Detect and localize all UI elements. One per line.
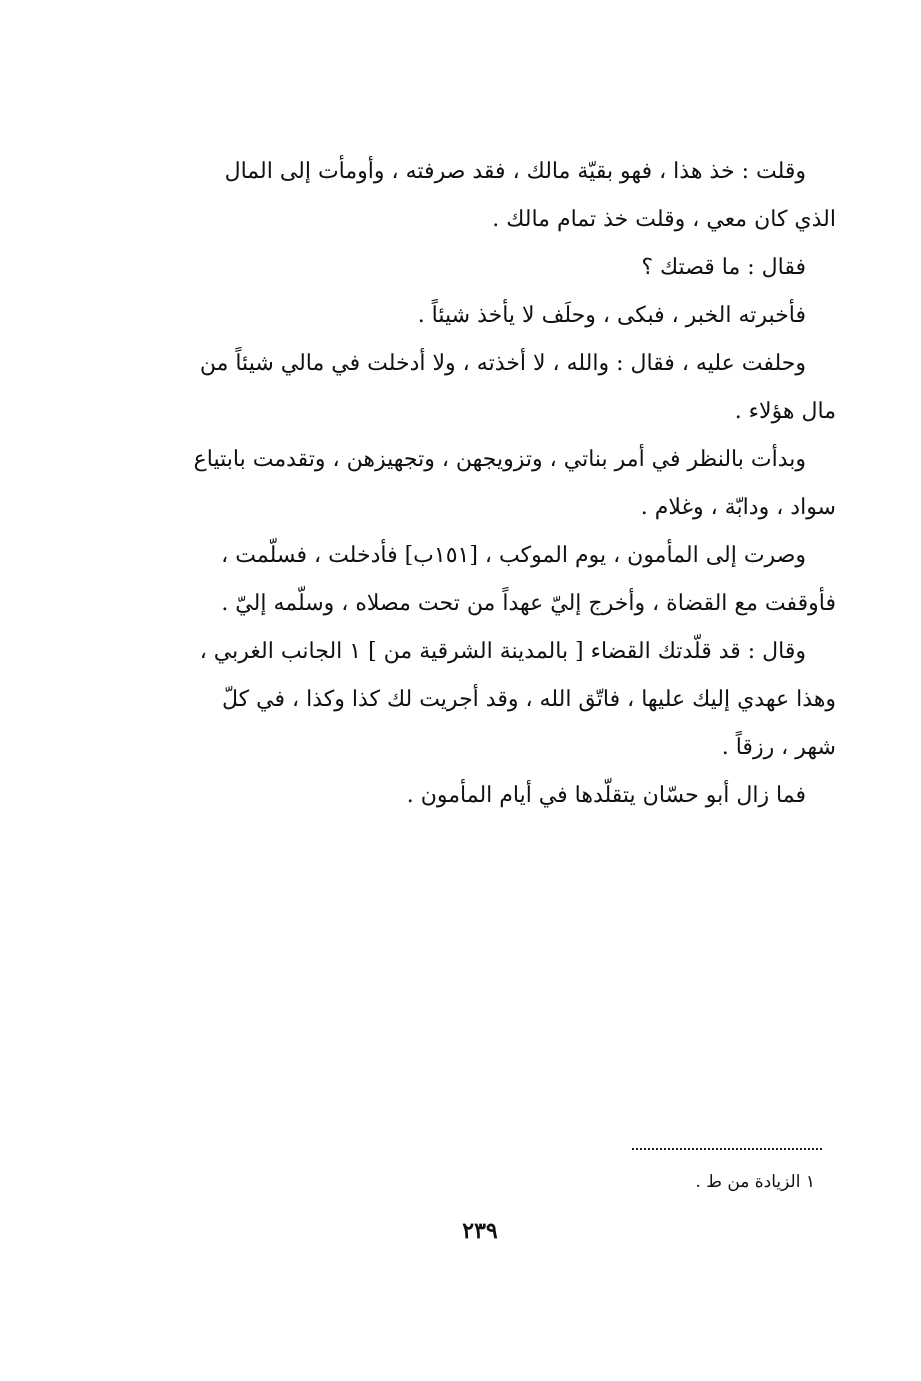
text-line: شهر ، رزقاً .	[721, 735, 836, 760]
text-line: وقلت : خذ هذا ، فهو بقيّة مالك ، فقد صرفته ، وأومأت إلى المال	[224, 159, 806, 184]
text-line: سواد ، ودابّة ، وغلام .	[640, 495, 836, 520]
text-line: الذي كان معي ، وقلت خذ تمام مالك .	[492, 207, 836, 232]
text-line: وحلفت عليه ، فقال : والله ، لا أخذته ، ولا أدخلت في مالي شيئاً من	[199, 351, 806, 376]
main-text	[160, 148, 836, 820]
text-line: مال هؤلاء .	[734, 399, 836, 424]
page-number: ٢٣٩	[462, 1218, 498, 1244]
text-line: فقال : ما قصتك ؟	[641, 255, 806, 280]
text-line: فما زال أبو حسّان يتقلّدها في أيام المأمون .	[406, 783, 806, 808]
text-line: فأخبرته الخبر ، فبكى ، وحلَف لا يأخذ شيئاً .	[417, 303, 806, 328]
text-line: وهذا عهدي إليك عليها ، فاتّق الله ، وقد أجريت لك كذا وكذا ، في كلّ	[222, 687, 836, 712]
text-line: وقال : قد قلّدتك القضاء [ بالمدينة الشرقية من ] ١ الجانب الغربي ،	[199, 639, 806, 664]
text-line: وبدأت بالنظر في أمر بناتي ، وتزويجهن ، وتجهيزهن ، وتقدمت بابتياع	[193, 447, 806, 472]
text-line: فأوقفت مع القضاة ، وأخرج إليّ عهداً من تحت مصلاه ، وسلّمه إليّ .	[221, 591, 836, 616]
footnote-divider	[632, 1148, 822, 1150]
footnote: ١ الزيادة من ط .	[695, 1172, 815, 1192]
text-line: وصرت إلى المأمون ، يوم الموكب ، [١٥١ب] فأدخلت ، فسلّمت ،	[221, 543, 806, 568]
